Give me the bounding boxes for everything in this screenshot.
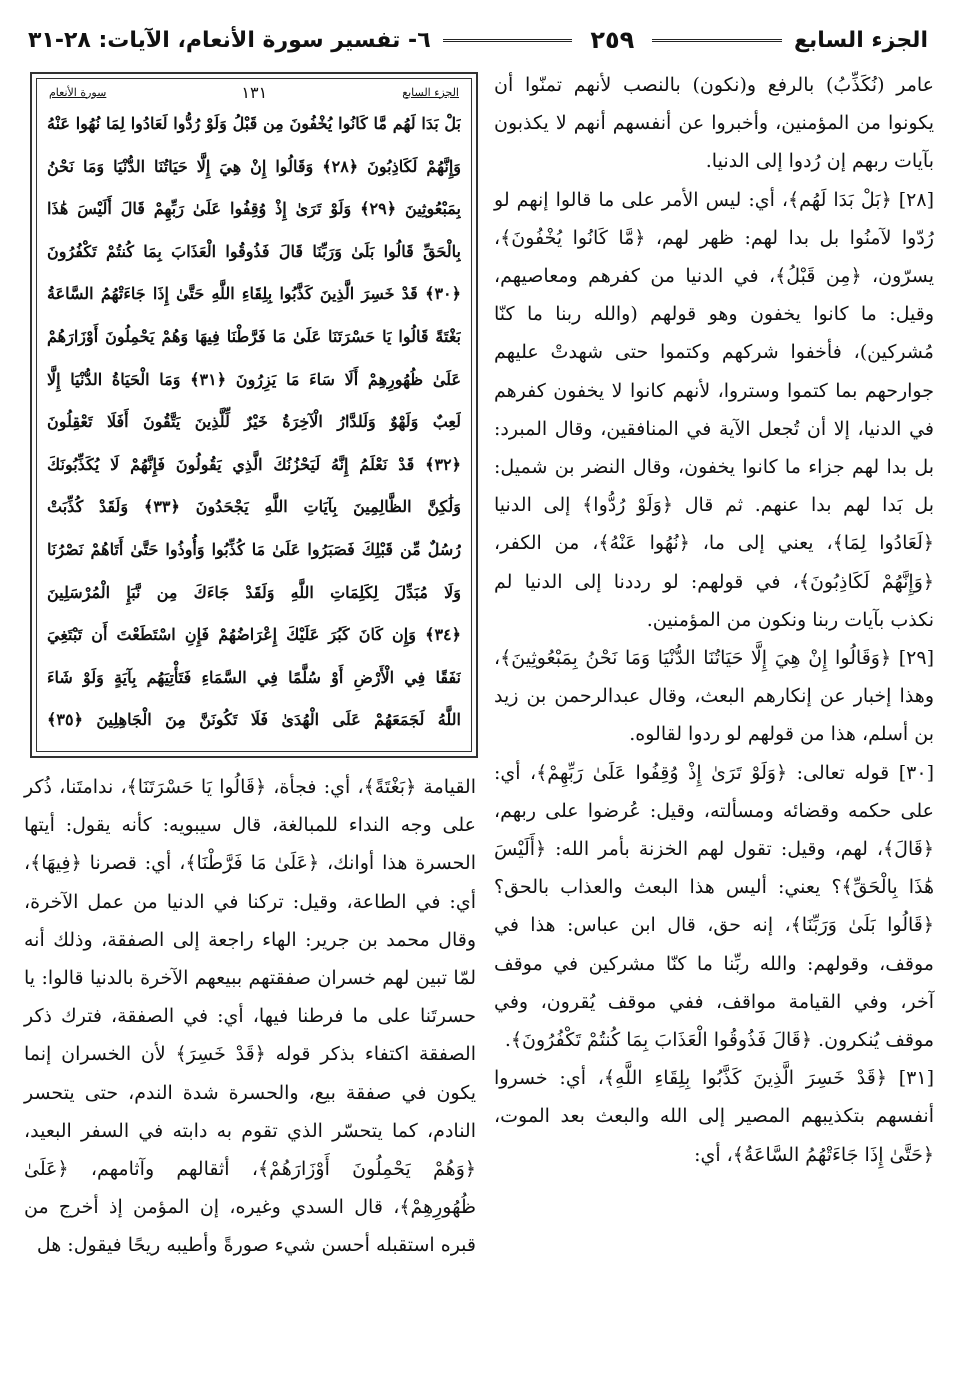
- mushaf-line: بَلْ بَدَا لَهُم مَّا كَانُوا يُخْفُونَ مِن قَبْلُ وَلَوْ رُدُّوا لَعَادُوا لِمَا نُهُوا عَنْهُ: [47, 114, 461, 133]
- paragraph: [٣١] ﴿قَدْ خَسِرَ الَّذِينَ كَذَّبُوا بِلِقَاءِ اللَّهِ﴾، أي: خسروا أنفسهم بتكذيبهم المصير إلى الله والبعث بعد الموت، ﴿حَتَّىٰ إِذَا جَاءَتْهُمُ السَّاعَةُ﴾، أي:: [494, 1067, 934, 1166]
- right-column: [494, 66, 934, 1174]
- mushaf-line: اللَّهُ لَجَمَعَهُمْ عَلَى الْهُدَىٰ فَلَا تَكُونَنَّ مِنَ الْجَاهِلِينَ ﴿٣٥﴾: [47, 710, 461, 730]
- mushaf-line: وَلَا مُبَدِّلَ لِكَلِمَاتِ اللَّهِ وَلَقَدْ جَاءَكَ مِن نَّبَإِ الْمُرْسَلِينَ: [47, 582, 461, 602]
- mushaf-line: بَغْتَةً قَالُوا يَا حَسْرَتَنَا عَلَىٰ مَا فَرَّطْنَا فِيهَا وَهُمْ يَحْمِلُونَ أَوْزَارَهُمْ: [47, 326, 461, 346]
- paragraph: القيامة ﴿بَغْتَةً﴾، أي: فجأة، ﴿قَالُوا يَا حَسْرَتَنَا﴾، ندامتَنا، ذُكر على وجه النداء للمبالغة، قال سيبويه: كأنه يقول: أيتها الحسرة هذا أوانك، ﴿عَلَىٰ مَا فَرَّطْنَا﴾، أي: قصرنا ﴿فِيهَا﴾، أي: في الطاعة، وقيل: تركنا في الدنيا من عمل الآخرة، وقال محمد بن جرير: الهاء راجعة إلى الصفقة، وذلك أنه لمّا تبين لهم خسران صفقتهم ببيعهم الآخرة بالدنيا قالوا: يا حسرتَنا على ما فرطنا فيها، أي: في الصفقة، فترك ذكر الصفقة اكتفاء بذكر قوله ﴿قَدْ خَسِرَ﴾ لأن الخسران إنما يكون في صفقة بيع، والحسرة شدة الندم، حتى يتحسر النادم، كما يتحسّر الذي تقوم به دابته في السفر البعيد، ﴿وَهُمْ يَحْمِلُونَ أَوْزَارَهُمْ﴾، أثقالهم وآثامهم، ﴿عَلَىٰ ظُهُورِهِمْ﴾، قال السدي وغيره، إن المؤمن إذ أخرج من قبره استقبله أحسن شيء صورةً وأطيبه ريحًا فيقول: هل: [24, 776, 476, 1257]
- mushaf-line: نَفَقًا فِي الْأَرْضِ أَوْ سُلَّمًا فِي السَّمَاءِ فَتَأْتِيَهُم بِآيَةٍ وَلَوْ شَاءَ: [47, 667, 461, 687]
- mushaf-header: [37, 79, 471, 103]
- page-number: ٢٥٩: [590, 26, 635, 54]
- mushaf-page-number: ١٣١: [241, 82, 268, 102]
- paragraph: [٢٩] ﴿وَقَالُوا إِنْ هِيَ إِلَّا حَيَاتُنَا الدُّنْيَا وَمَا نَحْنُ بِمَبْعُوثِينَ﴾، وهذا إخبار عن إنكارهم البعث، وقال عبدالرحمن بن زيد بن أسلم، هذا من قولهم لو ردوا لقالوه.: [494, 647, 934, 746]
- mushaf-lines: [37, 103, 471, 742]
- left-column: [24, 768, 476, 1265]
- header-rule-left: [443, 39, 573, 42]
- mushaf-line: ﴿٣٤﴾ وَإِن كَانَ كَبُرَ عَلَيْكَ إِعْرَاضُهُمْ فَإِنِ اسْتَطَعْتَ أَن تَبْتَغِيَ: [47, 625, 461, 645]
- paragraph: [٣٠] قوله تعالى: ﴿وَلَوْ تَرَىٰ إِذْ وُقِفُوا عَلَىٰ رَبِّهِمْ﴾، أي: على حكمه وقضائه ومسألته، وقيل: عُرضوا على ربهم، ﴿قَالَ﴾، لهم، وقيل: تقول لهم الخزنة بأمر الله: ﴿أَلَيْسَ هَٰذَا بِالْحَقِّ﴾؟ يعني: أليس هذا البعث والعذاب بالحق؟ ﴿قَالُوا بَلَىٰ وَرَبِّنَا﴾، إنه حق، قال ابن عباس: هذا في موقف، وقولهم: والله ربِّنا ما كنّا مشركين في موقف آخر، وفي القيامة مواقف، ففي موقف يُقرون، وفي موقف يُنكرون. ﴿قَالَ فَذُوقُوا الْعَذَابَ بِمَا كُنتُمْ تَكْفُرُونَ﴾.: [494, 761, 934, 1052]
- page-header: [28, 22, 928, 58]
- paragraph: [٢٨] ﴿بَلْ بَدَا لَهُم﴾، أي: ليس الأمر على ما قالوا إنهم لو رُدّوا لآمنُوا بل بدا لهم: ظهر لهم، ﴿مَّا كَانُوا يُخْفُونَ﴾، يسرّون، ﴿مِن قَبْلُ﴾، في الدنيا من كفرهم ومعاصيهم، وقيل: ما كانوا يخفون وهو قولهم (والله ربنا ما كنّا مُشركين)، فأخفوا شركهم وكتموا حتى شهدتْ عليهم جوارحهم بما كتموا وستروا، لأنهم كانوا لا يخفون كفرهم في الدنيا، إلا أن تُجعل الآية في المنافقين، وقال المبرد: بل بدا لهم جزاء ما كانوا يخفون، وقال النضر بن شميل: بل بَدا لهم بدا عنهم. ثم قال ﴿وَلَوْ رُدُّوا﴾ إلى الدنيا ﴿لَعَادُوا لِمَا﴾، يعني إلى ما، ﴿نُهُوا عَنْهُ﴾، من الكفر، ﴿وَإِنَّهُمْ لَكَاذِبُونَ﴾، في قولهم: لو رددنا إلى الدنيا لم نكذب بآيات ربنا ونكون من المؤمنين.: [494, 188, 934, 631]
- mushaf-line: عَلَىٰ ظُهُورِهِمْ أَلَا سَاءَ مَا يَزِرُونَ ﴿٣١﴾ وَمَا الْحَيَاةُ الدُّنْيَا إِلَّا: [47, 369, 461, 389]
- mushaf-line: ﴿٣٠﴾ قَدْ خَسِرَ الَّذِينَ كَذَّبُوا بِلِقَاءِ اللَّهِ حَتَّىٰ إِذَا جَاءَتْهُمُ السَّاعَةُ: [47, 284, 461, 304]
- mushaf-line: وَإِنَّهُمْ لَكَاذِبُونَ ﴿٢٨﴾ وَقَالُوا إِنْ هِيَ إِلَّا حَيَاتُنَا الدُّنْيَا وَمَا نَحْنُ: [47, 156, 461, 176]
- mushaf-line: بِالْحَقِّ قَالُوا بَلَىٰ وَرَبِّنَا قَالَ فَذُوقُوا الْعَذَابَ بِمَا كُنتُمْ تَكْفُرُونَ: [47, 241, 461, 261]
- part-label: الجزء السابع: [794, 27, 928, 53]
- mushaf-box: [30, 72, 478, 758]
- chapter-label: ٦- تفسير سورة الأنعام، الآيات: ٢٨-٣١: [27, 27, 431, 53]
- mushaf-line: لَعِبٌ وَلَهْوٌ وَلَلدَّارُ الْآخِرَةُ خَيْرٌ لِّلَّذِينَ يَتَّقُونَ أَفَلَا تَعْقِلُونَ: [47, 412, 461, 432]
- header-rule-right: [652, 39, 782, 42]
- mushaf-line: وَلَٰكِنَّ الظَّالِمِينَ بِآيَاتِ اللَّهِ يَجْحَدُونَ ﴿٣٣﴾ وَلَقَدْ كُذِّبَتْ: [47, 497, 461, 517]
- mushaf-line: رُسُلٌ مِّن قَبْلِكَ فَصَبَرُوا عَلَىٰ مَا كُذِّبُوا وَأُوذُوا حَتَّىٰ أَتَاهُمْ نَصْرُنَا: [47, 539, 461, 559]
- paragraph: عامر (نُكَذِّبُ) بالرفع و(نكون) بالنصب لأنهم تمنّوا أن يكونوا من المؤمنين، وأخبروا عن أنفسهم أنهم لا يكذبون بآيات ربهم إن رُدوا إلى الدنيا.: [494, 74, 934, 173]
- mushaf-line: بِمَبْعُوثِينَ ﴿٢٩﴾ وَلَوْ تَرَىٰ إِذْ وُقِفُوا عَلَىٰ رَبِّهِمْ قَالَ أَلَيْسَ هَٰذَا: [47, 199, 461, 219]
- mushaf-surah-label: سورة الأنعام: [49, 85, 107, 99]
- mushaf-frame: [36, 78, 472, 752]
- mushaf-juz-label: الجزء السابع: [402, 85, 459, 99]
- mushaf-line: ﴿٣٢﴾ قَدْ نَعْلَمُ إِنَّهُ لَيَحْزُنُكَ الَّذِي يَقُولُونَ فَإِنَّهُمْ لَا يُكَذِّبُونَكَ: [47, 454, 461, 474]
